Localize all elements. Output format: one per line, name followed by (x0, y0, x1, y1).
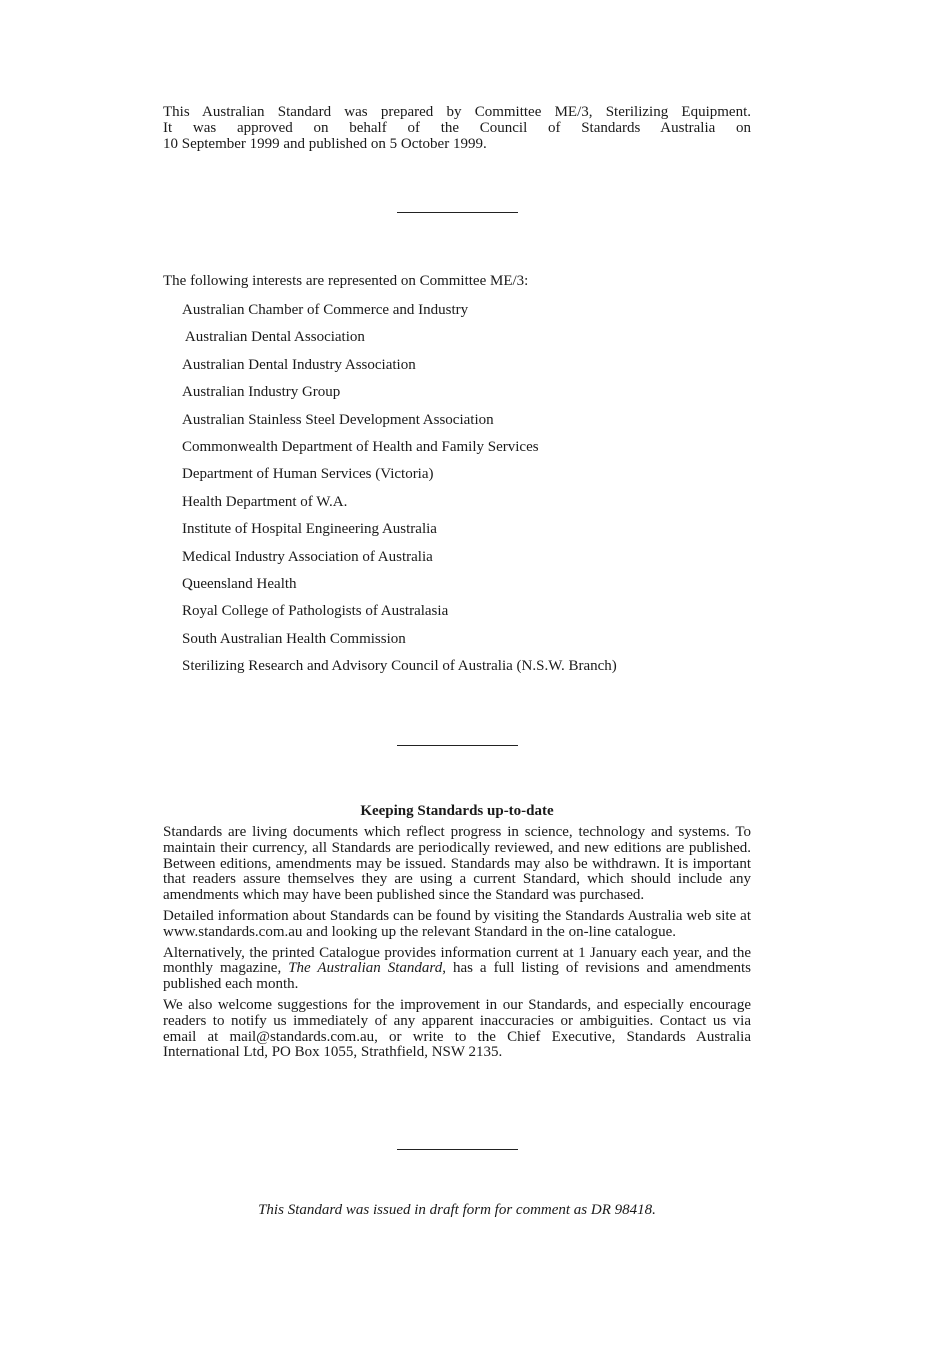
committee-member: Institute of Hospital Engineering Australia (182, 521, 437, 538)
committee-member: Australian Industry Group (182, 384, 341, 401)
magazine-title: The Australian Standard (288, 960, 443, 977)
committee-intro: The following interests are represented on Committee ME/3: (163, 273, 529, 289)
committee-member: Royal College of Pathologists of Australasia (182, 603, 449, 620)
committee-member: Health Department of W.A. (182, 493, 348, 510)
committee-member: Australian Stainless Steel Development Association (182, 411, 494, 428)
catalogue-text-start: Alternatively, the printed Catalogue provides information current at 1 January each year, and the monthly magazine, (163, 944, 751, 977)
committee-member: South Australian Health Commission (182, 630, 406, 647)
keeping-standards-body (163, 825, 751, 1066)
preparation-line-3: 10 September 1999 and published on 5 October 1999. (163, 136, 487, 152)
committee-member: Queensland Health (182, 575, 297, 592)
committee-member: Australian Dental Association (182, 329, 365, 346)
preparation-statement (163, 104, 751, 152)
draft-comment-note: This Standard was issued in draft form for comment as DR 98418. (258, 1202, 656, 1218)
paragraph-living-documents: Standards are living documents which reflect progress in science, technology and systems. To maintain their currency, all Standards are periodically reviewed, and new editions are published. Between editions, amendments may be issued. Standards may also be withdrawn. It is important that readers assure themselves they are using a current Standard, which should include any amendments which may have been published since the Standard was purchased. (163, 824, 751, 904)
paragraph-web-site: Detailed information about Standards can be found by visiting the Standards Australia web site at www.standards.com.au and looking up the relevant Standard in the on-line catalogue. (163, 907, 751, 940)
keeping-standards-heading: Keeping Standards up-to-date (360, 803, 554, 819)
committee-member: Sterilizing Research and Advisory Council of Australia (N.S.W. Branch) (182, 658, 617, 675)
catalogue-text-end: , has a full listing of revisions and amendments published each month. (163, 960, 751, 993)
committee-member: Australian Chamber of Commerce and Industry (182, 302, 469, 318)
committee-member: Medical Industry Association of Australia (182, 548, 433, 565)
section-divider-1 (397, 212, 518, 213)
committee-member-list (182, 300, 617, 683)
section-divider-3 (397, 1149, 518, 1150)
committee-member: Commonwealth Department of Health and Family Services (182, 438, 539, 455)
preparation-line-2: It was approved on behalf of the Council of Standards Australia on (163, 120, 751, 136)
paragraph-catalogue (163, 946, 751, 993)
preparation-line-1: This Australian Standard was prepared by Committee ME/3, Sterilizing Equipment. (163, 104, 751, 120)
committee-member: Australian Dental Industry Association (182, 356, 416, 373)
committee-member: Department of Human Services (Victoria) (182, 466, 434, 483)
paragraph-contact: We also welcome suggestions for the improvement in our Standards, and especially encourage readers to notify us immediately of any apparent inaccuracies or ambiguities. Contact us via email at mail@standards.com.au, or write to the Chief Executive, Standards Australia International Ltd, PO Box 1055, Strathfield, NSW 2135. (163, 996, 751, 1061)
section-divider-2 (397, 745, 518, 746)
